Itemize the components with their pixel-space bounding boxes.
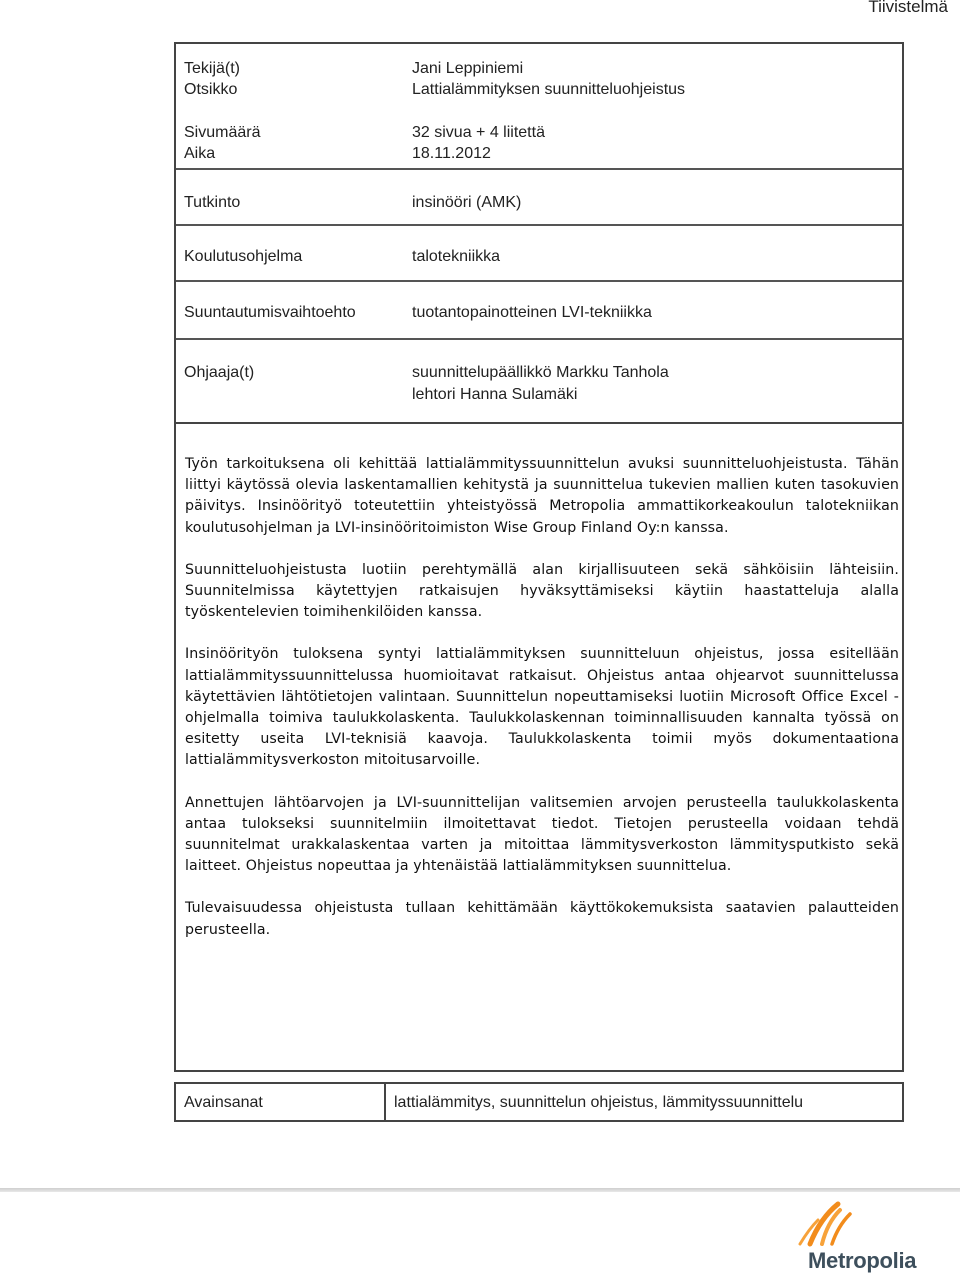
keywords-table <box>174 1082 904 1122</box>
programme-label: Koulutusohjelma <box>184 248 303 265</box>
abstract-paragraph-3: Insinöörityön tuloksena syntyi lattialämmityksen suunnitteluun ohjeistus, jossa esitellään lattialämmityssuunnittelussa huomioitavat ratkaisut. Ohjeistus antaa ohjearvot suunnittelussa käytettävien lähtötietojen valintaan. Suunnittelun nopeuttamiseksi luotiin Microsoft Office Excel -ohjelmalla toimiva taulukkolaskenta. Taulukkolaskennan toiminnallisuuden kannalta työssä on esitetty useita LVI-teknisiä kaavoja. Taulukkolaskenta toimii myös dokumentaationa lattialämmitysverkoston mitoitusarvoille. <box>185 646 899 769</box>
abstract-paragraph-2: Suunnitteluohjeistusta luotiin perehtymällä alan kirjallisuuteen sekä sähköisiin lähteisiin. Suunnitelmissa käytettyjen ratkaisujen hyväksyttämiseksi käytiin haastatteluja alalla työskentelevien toimihenkilöiden kanssa. <box>185 561 899 621</box>
author-value: Jani Leppiniemi <box>412 60 524 77</box>
pages-value: 32 sivua + 4 liitettä <box>412 124 545 141</box>
abstract-paragraph-4: Annettujen lähtöarvojen ja LVI-suunnittelijan valitsemien arvojen perusteella taulukkolaskenta antaa tulokseksi suunnitelmiin ilmoitettavat tiedot. Tietojen perusteella voidaan tehdä suunnitelmat urakkalaskentaa varten ja mitoittaa lämmitysverkoston lämmitysputkisto sekä laitteet. Ohjeistus nopeuttaa ja yhtenäistää lattialämmityksen suunnittelua. <box>185 794 899 875</box>
title-label: Otsikko <box>184 81 238 98</box>
keywords-label: Avainsanat <box>184 1094 263 1111</box>
instructor-1: suunnittelupäällikkö Markku Tanhola <box>412 364 669 381</box>
meta-row-specialisation <box>176 282 902 340</box>
metadata-table <box>174 42 904 422</box>
meta-row-degree <box>176 170 902 226</box>
author-label: Tekijä(t) <box>184 60 241 77</box>
footer-divider <box>0 1188 960 1192</box>
time-value: 18.11.2012 <box>412 145 491 162</box>
meta-row-instructors <box>176 340 902 424</box>
abstract-paragraph-1: Työn tarkoituksena oli kehittää lattialämmityssuunnittelun avuksi suunnitteluohjeistusta. Tähän liittyi käytössä olevia laskentamallien kehitystä ja suunnittelua tukevien mallien kuten tasokuvien päivitys. Insinöörityö toteutettiin yhteistyössä Metropolia ammattikorkeakoulun talotekniikan koulutusohjelman ja LVI-insinööritoimiston Wise Group Finland Oy:n kanssa. <box>185 456 899 536</box>
specialisation-value: tuotantopainotteinen LVI-tekniikka <box>412 304 652 321</box>
programme-value: talotekniikka <box>412 248 501 265</box>
degree-label: Tutkinto <box>184 194 241 211</box>
abstract-box <box>174 422 904 1072</box>
instructor-2: lehtori Hanna Sulamäki <box>412 386 578 403</box>
logo-text: Metropolia <box>808 1248 917 1273</box>
page-label: Tiivistelmä <box>868 0 948 16</box>
instructors-label: Ohjaaja(t) <box>184 364 255 381</box>
keywords-value: lattialämmitys, suunnittelun ohjeistus, lämmityssuunnittelu <box>394 1094 804 1111</box>
meta-row-author-title <box>176 44 902 170</box>
specialisation-label: Suuntautumisvaihtoehto <box>184 304 356 321</box>
degree-value: insinööri (AMK) <box>412 194 522 211</box>
pages-label: Sivumäärä <box>184 124 261 141</box>
meta-row-programme <box>176 226 902 282</box>
time-label: Aika <box>184 145 216 162</box>
abstract-paragraph-5: Tulevaisuudessa ohjeistusta tullaan kehittämään käyttökokemuksista saatavien palautteiden perusteella. <box>185 900 899 938</box>
keywords-divider <box>384 1084 386 1120</box>
abstract-text <box>185 454 899 962</box>
title-value: Lattialämmityksen suunnitteluohjeistus <box>412 81 686 98</box>
